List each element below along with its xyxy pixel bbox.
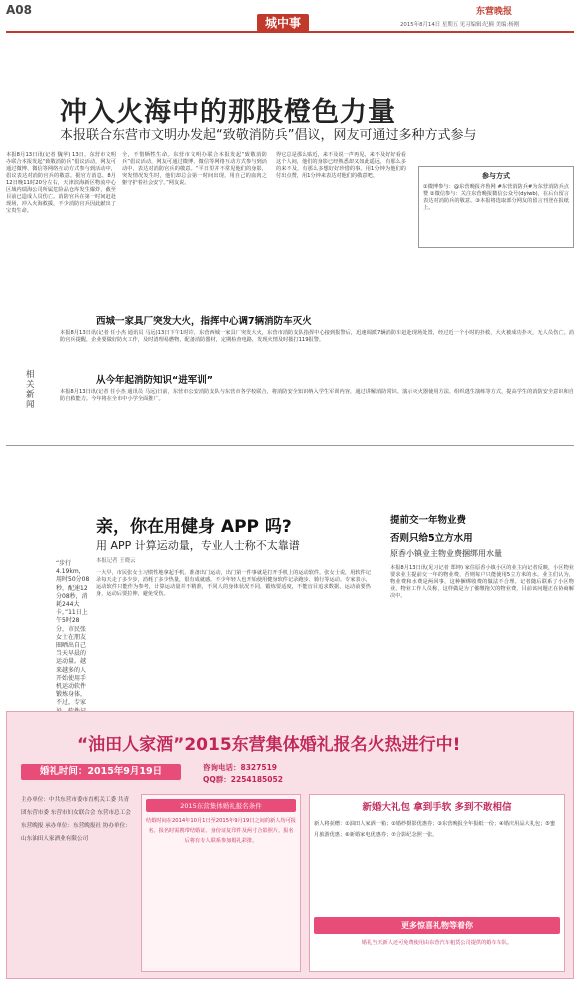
qq-group: QQ群：2254185052 (203, 775, 283, 784)
main-headline: 冲入火海中的那股橙色力量 (60, 97, 396, 128)
hotline: 咨询电话：8327519 (203, 763, 278, 772)
app-article-subtitle: 用 APP 计算运动量，专业人士称不太靠谱 (96, 539, 300, 552)
section-divider (6, 445, 574, 446)
participation-box (418, 166, 574, 248)
section-tab: 城中事 (257, 14, 309, 32)
main-subtitle: 本报联合东营市文明办发起“致敬消防兵”倡议，网友可通过多种方式参与 (60, 128, 477, 143)
news1-body: 本报8月13日讯(记者 任小杰 通讯员 马远)13日下午1时许，东营西城一家具厂突发大火，东营市消防支队指挥中心接到报警后，迅速调派7辆消防车赶赴现场处置，经过近一个小时的扑救，大火被成功扑灭，无人员伤亡。消防官兵提醒，企业要做好防火工作，及时清理易燃物，配备消防器材，定期检查电路，发现火情及时拨打119报警。 (60, 330, 574, 343)
app-article-byline: 本报记者 王晓云 (96, 558, 136, 564)
property-body: 本报8月13日讯(见习记者 郑坤) 家住原香小镇小区的业主向记者反映，小区物业要求业主提前交一年的物业费，否则每户只能使用5立方米的水。业主们认为，物业费和水费是两回事，这种捆绑收费的做法不合理。记者随后联系了小区物业，物业工作人员称，这样做是为了催缴拖欠的物业费，目前该问题正在协商解决中。 (390, 565, 574, 599)
news2-title: 从今年起消防知识“进军训” (96, 375, 213, 386)
news2-body: 本报8月13日讯(记者 任小杰 通讯员 马远)日前，东营市公安消防支队与东营市各学校联合，将消防安全知识纳入学生军训内容，通过讲解消防常识、演示灭火器使用方法、组织逃生演练等方式，提高学生的消防安全意识和自防自救能力。今年将在全市中小学全面推广。 (60, 389, 574, 402)
gifts-list: 新人将获赠：①油田人家酒一箱；②婚纱摄影优惠券；③东营晚报全年报纸一份；④婚庆用品大礼包；⑤蜜月旅游优惠；⑥新婚家电优惠券；⑦合影纪念照一张。 (314, 821, 556, 838)
ad-footer: 婚礼当天新人还可免费使用由东营汽车租赁公司提供的婚车车队。 (361, 940, 513, 946)
app-article-sidebar: “步行4.19km，用时50分08秒，配速12分08秒，消耗244大卡，”11日上午5时28分，市民张女士在朋友圈晒出自己当天早晨的运动量。越来越多的人开始使用手机运动软件锻炼身体，不过，专家 (56, 560, 90, 707)
ad-conditions-box (141, 794, 301, 972)
ad-organizers: 主办单位：中共东营市委市直机关工委 共青团东营市委 东营市妇女联合会 东营市总工会 东营晚报 承办单位：东营晚报社 协办单位：山东油田人家酒业有限公司 (21, 797, 131, 842)
date-line: 2015年8月14日 星期五 见习编辑:纪楠 美编:杨刚 (400, 22, 520, 28)
article-column-3: 得它总是那么贴近，来不及说一声再见，来不及好好看看这个人间，他们的身影已经熟悉却又如此遥远，有那么多的来不及，有那么多想好好珍惜的事。用1分钟为他们的付出点赞，用1分钟来表达对他们的敬意吧。 (276, 152, 406, 179)
app-article-title: 亲，你在用健身 APP 吗? (96, 517, 292, 537)
gifts-title: 新婚大礼包 拿到手软 多到不敢相信 (362, 802, 512, 813)
property-title-1: 提前交一年物业费 (390, 515, 467, 526)
news1-title: 西城一家具厂突发大火，指挥中心调7辆消防车灭火 (96, 316, 312, 327)
conditions-title: 2015东营集体婚礼报名条件 (146, 799, 296, 812)
app-article-body: 一大早，市民张女士习惯性地拿起手机，准备出门运动，出门第一件事就是打开手机上的运动软件。张女士说，用软件记录每天走了多少步，消耗了多少热量，很有成就感。不少年轻人也开始使用健身软件记录跑步、骑行等运动。专家表示，运动软件只能作为参考，计算运动量并不精准，不同人的身体状况不同，锻炼要适度，不能盲目追求数据。运动前要热身，运动后要拉伸，避免受伤。 (96, 570, 371, 597)
article-column-1: 本报8月13日讯(记者 魏苹) 13日，东营市文明办联合本报发起“致敬消防兵”倡议活动，网友可通过微博、微信等网络互动方式参与到活动中，倡议表达对消防官兵的敬意。据官方消息，8月12日晚11时20分左右，天津滨海新区物流中心区域内瑞海公司所属危险品仓库发生爆炸，截至目前已造成人员伤亡。消防官兵在第一时间赶赴现场，冲入火海救援，不少消防官兵因此献出了宝贵生命。 (6, 152, 116, 214)
property-title-2: 否则只给5立方水用 (390, 533, 473, 544)
newspaper-logo: 东营晚报 (476, 7, 513, 17)
page-number: A08 (6, 3, 32, 17)
conditions-text: 结婚时间在2014年10月1日至2015年9月19日之间的新人均可报名。报名时需携带结婚证、身份证复印件及两寸合影照片。报名后将有专人联系参加婚礼彩排。 (146, 818, 296, 844)
header-divider (6, 31, 574, 33)
article-column-2: 全，不惜牺牲生命。东营市文明办联合本报发起“致敬消防兵”倡议活动，网友可通过微博、微信等网络互动方式参与到活动中，表达对消防官兵的敬意。“平日里并不常见他们的身影，突发情况发生时，他们却总会第一时间出现，用自己的血肉之躯守护着社会安宁。”网友说。 (122, 152, 267, 186)
ad-gifts-box (309, 794, 565, 972)
ad-headline: “油田人家酒”2015东营集体婚礼报名火热进行中! (77, 735, 461, 755)
wedding-advertisement (6, 711, 574, 979)
property-subtitle: 原香小镇业主物业费捆绑用水量 (390, 549, 502, 558)
related-news-label: 相关新闻 (26, 370, 35, 410)
more-gifts-banner: 更多惊喜礼物等着你 (314, 917, 560, 934)
participation-title: 参与方式 (482, 172, 510, 180)
wedding-date-badge: 婚礼时间：2015年9月19日 (21, 764, 181, 780)
participation-text: ①微博参与：@东营晚报齐鲁网 #东营消防兵#为东营消防兵点赞 ②微信参与：关注东营晚报微信公众号(dyiwb)，在后台留言表达对消防兵的敬意。③本报将选取部分网友的留言刊登在报纸上。 (423, 184, 569, 211)
